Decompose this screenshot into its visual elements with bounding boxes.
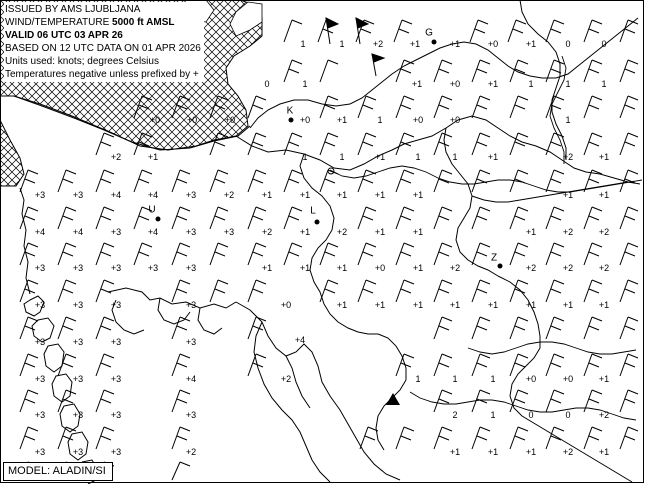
temperature-value: 0 [565, 39, 571, 49]
temperature-value: +1 [412, 263, 424, 273]
temperature-value: +2 [562, 227, 574, 237]
temperature-value: +1 [261, 190, 273, 200]
temperature-value: +1 [487, 152, 499, 162]
temperature-value: +1 [336, 263, 348, 273]
temperature-value: +1 [562, 190, 574, 200]
city-marker-u [156, 217, 161, 222]
temperature-value: +3 [185, 337, 197, 347]
temperature-value: +0 [224, 115, 236, 125]
temperature-value: 1 [490, 374, 496, 384]
temperature-value: 0 [601, 39, 607, 49]
temperature-value: +3 [110, 227, 122, 237]
temperature-value: +3 [34, 447, 46, 457]
temperature-value: 1 [302, 152, 308, 162]
header-product-level: 5000 ft AMSL [112, 17, 175, 28]
temperature-value: +3 [110, 374, 122, 384]
temperature-value: +4 [34, 227, 46, 237]
temperature-value: +3 [185, 263, 197, 273]
temperature-value: +1 [374, 190, 386, 200]
temperature-value: +1 [299, 263, 311, 273]
temperature-value: +3 [110, 337, 122, 347]
temperature-value: +2 [598, 263, 610, 273]
temperature-value: 1 [302, 79, 308, 89]
temperature-value: +2 [110, 152, 122, 162]
temperature-value: +2 [449, 263, 461, 273]
temperature-value: +1 [598, 190, 610, 200]
temperature-value: +1 [299, 227, 311, 237]
city-label-l: L [310, 205, 316, 217]
temperature-value: +4 [185, 374, 197, 384]
temperature-value: 1 [565, 115, 571, 125]
temperature-value: +3 [185, 410, 197, 420]
temperature-value: +4 [72, 227, 84, 237]
temperature-value: +1 [525, 227, 537, 237]
temperature-value: +3 [34, 410, 46, 420]
temperature-value: +1 [374, 227, 386, 237]
temperature-value: +2 [261, 227, 273, 237]
temperature-value: +1 [487, 300, 499, 310]
temperature-value: +1 [261, 263, 273, 273]
temperature-value: +0 [525, 374, 537, 384]
header-line-product [5, 16, 201, 29]
temperature-value: +1 [336, 190, 348, 200]
city-label-z: Z [490, 252, 498, 264]
temperature-value: 0 [528, 410, 534, 420]
temperature-value: +0 [280, 300, 292, 310]
model-label: MODEL: ALADIN/SI [3, 462, 113, 481]
temperature-value: +1 [598, 374, 610, 384]
temperature-value: +2 [562, 447, 574, 457]
temperature-value: +0 [374, 263, 386, 273]
temperature-value: +3 [72, 374, 84, 384]
temperature-value: +0 [449, 79, 461, 89]
temperature-value: +1 [147, 152, 159, 162]
temperature-value: 1 [601, 79, 607, 89]
temperature-value: +2 [372, 39, 384, 49]
temperature-value: +1 [487, 447, 499, 457]
temperature-value: +1 [562, 300, 574, 310]
temperature-value: +1 [336, 115, 348, 125]
temperature-value: +3 [110, 263, 122, 273]
temperature-value: +3 [223, 227, 235, 237]
temperature-value: +1 [598, 447, 610, 457]
temperature-value: +3 [34, 190, 46, 200]
temperature-value: 1 [339, 152, 345, 162]
temperature-value: 1 [452, 374, 458, 384]
city-label-g: G [425, 27, 433, 39]
temperature-value: +3 [72, 337, 84, 347]
temperature-value: +0 [412, 115, 424, 125]
temperature-value: 0 [565, 410, 571, 420]
temperature-value: 1 [490, 410, 496, 420]
city-marker-g [432, 40, 437, 45]
temperature-value: +3 [72, 190, 84, 200]
temperature-value: +0 [487, 39, 499, 49]
city-marker-z [498, 264, 503, 269]
temperature-value: +2 [336, 227, 348, 237]
temperature-value: +1 [525, 300, 537, 310]
temperature-value: +0 [562, 374, 574, 384]
temperature-value: +4 [110, 190, 122, 200]
header-line-valid: VALID 06 UTC 03 APR 26 [5, 30, 123, 41]
temperature-value: +0 [449, 115, 461, 125]
temperature-value: +1 [598, 300, 610, 310]
temperature-value: 1 [528, 79, 534, 89]
temperature-value: +3 [34, 300, 46, 310]
temperature-value: +3 [185, 300, 197, 310]
temperature-value: +0 [299, 115, 311, 125]
temperature-value: 1 [415, 374, 421, 384]
temperature-value: +3 [110, 447, 122, 457]
temperature-value: 2 [452, 410, 458, 420]
temperature-value: +1 [409, 39, 421, 49]
city-label-u: U [148, 204, 156, 216]
temperature-value: +1 [412, 190, 424, 200]
temperature-value: +1 [487, 79, 499, 89]
temperature-value: +4 [147, 227, 159, 237]
header-line-units: Units used: knots; degrees Celsius [5, 56, 159, 67]
temperature-value: 1 [415, 152, 421, 162]
temperature-value: +4 [294, 335, 306, 345]
temperature-value: 1 [300, 39, 306, 49]
temperature-value: +1 [525, 39, 537, 49]
temperature-value: +2 [185, 447, 197, 457]
temperature-value: +1 [336, 300, 348, 310]
temperature-value: +1 [525, 447, 537, 457]
header-product-prefix: WIND/TEMPERATURE [5, 17, 113, 28]
temperature-value: +3 [147, 263, 159, 273]
header-line-based-on: BASED ON 12 UTC DATA ON 01 APR 2026 [5, 43, 201, 54]
temperature-value: 1 [452, 152, 458, 162]
temperature-value: +2 [598, 410, 610, 420]
temperature-value: +1 [449, 447, 461, 457]
header-line-temp-note: Temperatures negative unless prefixed by + [5, 69, 199, 80]
temperature-value: +1 [374, 300, 386, 310]
temperature-value: +3 [34, 337, 46, 347]
forecast-header [4, 2, 204, 82]
temperature-value: +3 [72, 447, 84, 457]
temperature-value: +2 [525, 263, 537, 273]
temperature-value: +3 [110, 300, 122, 310]
header-line-issued-by: ISSUED BY AMS LJUBLJANA [5, 4, 141, 15]
temperature-value: +0 [186, 115, 198, 125]
temperature-value: +3 [110, 410, 122, 420]
temperature-value: +1 [412, 300, 424, 310]
temperature-value: +1 [449, 39, 461, 49]
temperature-value: +1 [449, 300, 461, 310]
temperature-value: +1 [412, 227, 424, 237]
temperature-value: +3 [72, 300, 84, 310]
temperature-value: +1 [299, 190, 311, 200]
temperature-value: 1 [565, 79, 571, 89]
temperature-value: +1 [598, 152, 610, 162]
temperature-value: +3 [34, 263, 46, 273]
temperature-value: +2 [598, 227, 610, 237]
temperature-value: +3 [185, 227, 197, 237]
temperature-value: +2 [223, 190, 235, 200]
temperature-value: +3 [72, 263, 84, 273]
temperature-value: 1 [339, 39, 345, 49]
temperature-value: +3 [72, 410, 84, 420]
temperature-value: 1 [377, 115, 383, 125]
temperature-value: +3 [34, 374, 46, 384]
temperature-value: +2 [562, 263, 574, 273]
city-label-k: K [286, 105, 294, 117]
city-marker-k [289, 118, 294, 123]
temperature-value: 0 [264, 79, 270, 89]
temperature-value: +2 [562, 152, 574, 162]
temperature-value: +2 [280, 374, 292, 384]
temperature-value: +4 [147, 190, 159, 200]
temperature-value: +1 [374, 152, 386, 162]
temperature-value: +0 [149, 115, 161, 125]
temperature-value: +3 [185, 190, 197, 200]
temperature-value: +1 [411, 79, 423, 89]
city-marker-l [315, 220, 320, 225]
